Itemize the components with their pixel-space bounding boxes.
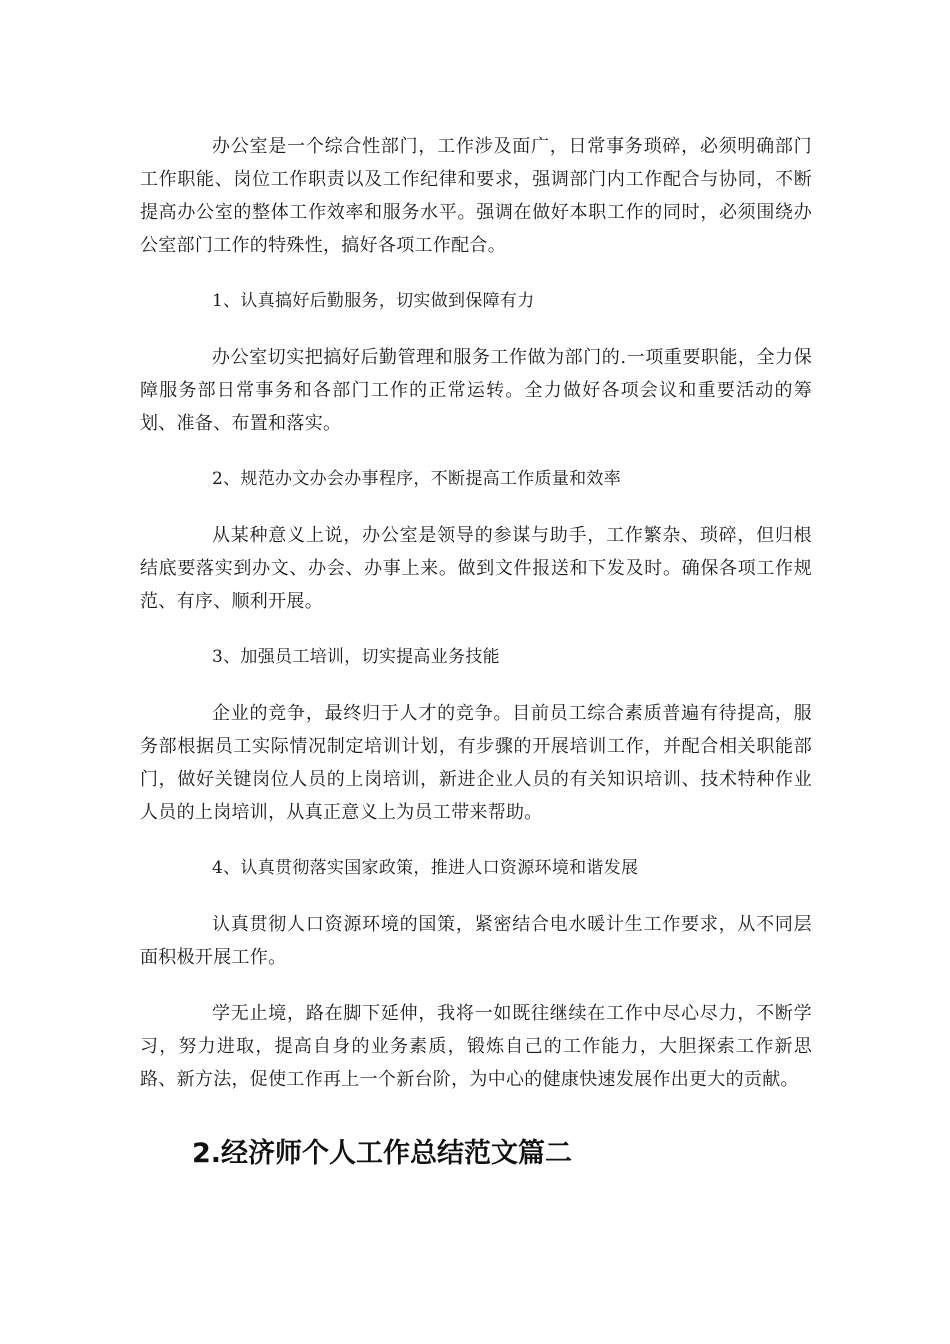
intro-paragraph: 办公室是一个综合性部门，工作涉及面广，日常事务琐碎，必须明确部门工作职能、岗位工作职责以及工作纪律和要求，强调部门内工作配合与协同，不断提高办公室的整体工作效率和服务水平。强调在做好本职工作的同时，必须围绕办公室部门工作的特殊性，搞好各项工作配合。 — [140, 136, 812, 256]
section-4-body: 认真贯彻人口资源环境的国策，紧密结合电水暖计生工作要求，从不同层面积极开展工作。 — [140, 914, 812, 968]
section-3-title: 3、加强员工培训，切实提高业务技能 — [212, 647, 500, 667]
section-1-body: 办公室切实把搞好后勤管理和服务工作做为部门的.一项重要职能，全力保障服务部日常事务和各部门工作的正常运转。全力做好各项会议和重要活动的筹划、准备、布置和落实。 — [140, 347, 812, 434]
closing-paragraph: 学无止境，路在脚下延伸，我将一如既往继续在工作中尽心尽力，不断学习，努力进取，提高自身的业务素质，锻炼自己的工作能力，大胆探索工作新思路、新方法，促使工作再上一个新台阶，为中心的健康快速发展作出更大的贡献。 — [140, 1003, 812, 1090]
section-2-title: 2、规范办文办会办事程序，不断提高工作质量和效率 — [212, 469, 622, 489]
document-page — [140, 130, 812, 1174]
next-article-heading: 2.经济师个人工作总结范文篇二 — [192, 1138, 573, 1169]
section-2-body: 从某种意义上说，办公室是领导的参谋与助手，工作繁杂、琐碎，但归根结底要落实到办文、办会、办事上来。做到文件报送和下发及时。确保各项工作规范、有序、顺利开展。 — [140, 525, 812, 612]
section-3-body: 企业的竞争，最终归于人才的竞争。目前员工综合素质普遍有待提高，服务部根据员工实际情况制定培训计划，有步骤的开展培训工作，并配合相关职能部门，做好关键岗位人员的上岗培训，新进企业人员的有关知识培训、技术特种作业人员的上岗培训，从真正意义上为员工带来帮助。 — [140, 703, 812, 823]
section-4-title: 4、认真贯彻落实国家政策，推进人口资源环境和谐发展 — [212, 858, 639, 878]
section-1-title: 1、认真搞好后勤服务，切实做到保障有力 — [212, 291, 535, 311]
